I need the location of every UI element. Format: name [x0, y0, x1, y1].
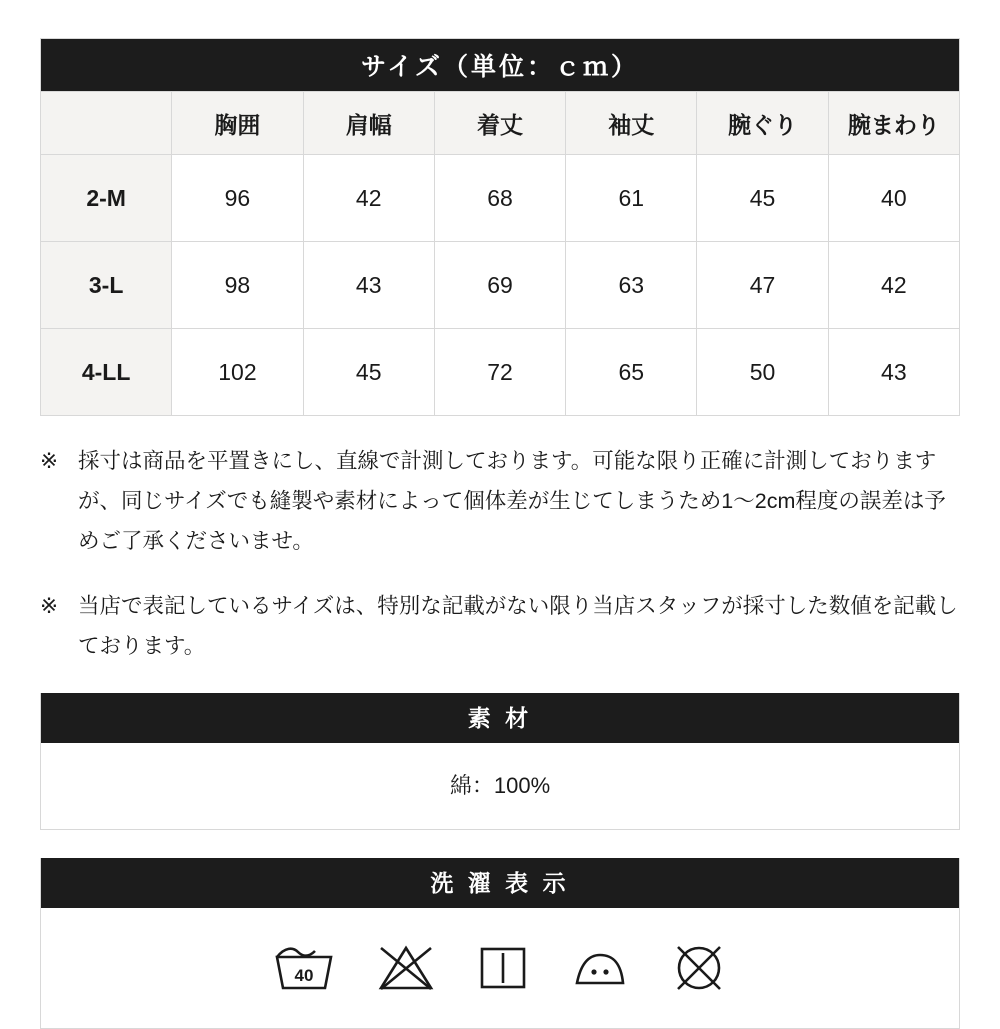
no-bleach-icon [375, 943, 437, 993]
size-table-header-armhole: 腕ぐり [697, 92, 828, 155]
size-cell: 102 [172, 329, 303, 416]
note-measurement [40, 442, 960, 561]
note-text: 採寸は商品を平置きにし、直線で計測しております。可能な限り正確に計測しておりますが、同じサイズでも縫製や素材によって個体差が生じてしまうため1〜2cm程度の誤差は予めご了承くださいませ。 [78, 449, 946, 553]
size-table-header-bust: 胸囲 [172, 92, 303, 155]
size-table-header-corner [41, 92, 172, 155]
notes-section [40, 442, 960, 667]
table-row [41, 329, 960, 416]
tumble-dry-line-icon [477, 943, 529, 993]
material-section [40, 693, 960, 830]
material-section-value: 綿：100% [41, 743, 959, 829]
size-cell: 47 [697, 242, 828, 329]
iron-two-dot-icon [569, 943, 631, 993]
size-row-label: 2-M [41, 155, 172, 242]
note-text: 当店で表記しているサイズは、特別な記載がない限り当店スタッフが採寸した数値を記載しております。 [78, 594, 958, 659]
note-staff-measured [40, 587, 960, 667]
size-table [40, 38, 960, 416]
size-row-label: 4-LL [41, 329, 172, 416]
size-cell: 61 [566, 155, 697, 242]
no-dry-clean-icon [671, 943, 727, 993]
size-cell: 50 [697, 329, 828, 416]
size-cell: 65 [566, 329, 697, 416]
material-section-title: 素 材 [41, 693, 959, 743]
note-mark: ※ [40, 594, 59, 619]
note-mark: ※ [40, 449, 59, 473]
size-row-label: 3-L [41, 242, 172, 329]
size-cell: 43 [303, 242, 434, 329]
size-table-header-shoulder: 肩幅 [303, 92, 434, 155]
wash-section-title: 洗 濯 表 示 [41, 858, 959, 908]
table-row [41, 242, 960, 329]
size-cell: 69 [434, 242, 565, 329]
svg-text:40: 40 [294, 965, 314, 985]
size-cell: 98 [172, 242, 303, 329]
size-cell: 96 [172, 155, 303, 242]
size-cell: 42 [303, 155, 434, 242]
size-cell: 40 [828, 155, 959, 242]
size-cell: 42 [828, 242, 959, 329]
wash-section [40, 858, 960, 1029]
size-cell: 72 [434, 329, 565, 416]
size-cell: 63 [566, 242, 697, 329]
size-table-header-armcircumference: 腕まわり [828, 92, 959, 155]
size-table-header-row [41, 92, 960, 155]
size-cell: 45 [697, 155, 828, 242]
size-table-header-sleeve: 袖丈 [566, 92, 697, 155]
size-table-header-length: 着丈 [434, 92, 565, 155]
size-cell: 68 [434, 155, 565, 242]
wash-tub-40-icon [273, 943, 335, 993]
size-cell: 43 [828, 329, 959, 416]
size-table-title: サイズ（単位：ｃｍ） [41, 39, 960, 92]
wash-icon-row [41, 908, 959, 1028]
size-cell: 45 [303, 329, 434, 416]
table-row [41, 155, 960, 242]
